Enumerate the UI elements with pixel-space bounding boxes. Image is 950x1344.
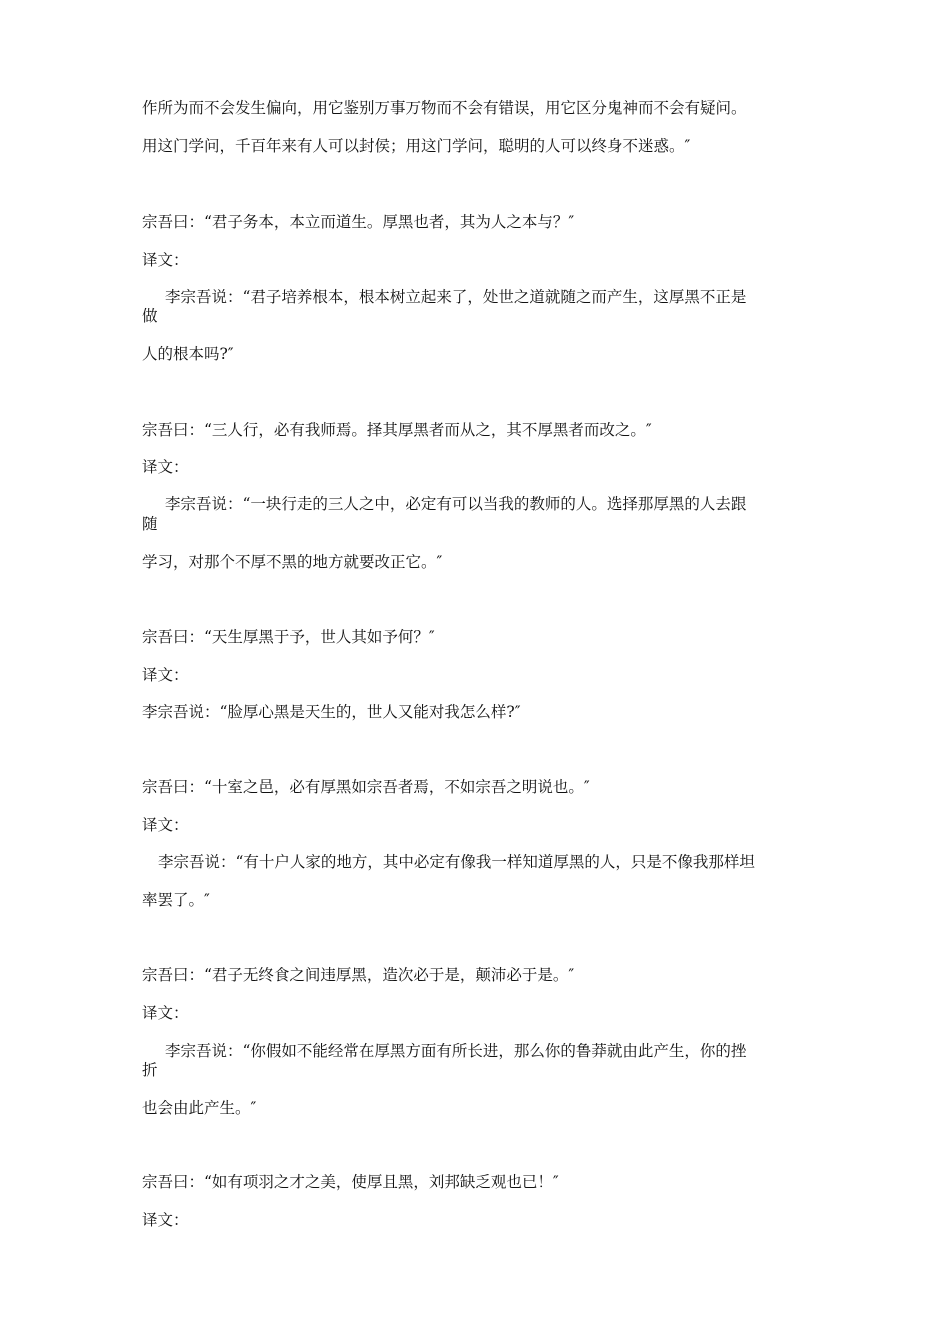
translation-label: 译文： bbox=[142, 816, 189, 834]
translation-wrap: 做 bbox=[142, 307, 158, 325]
translation-line: 李宗吾说：“一块行走的三人之中，必定有可以当我的教师的人。选择那厚黑的人去跟 bbox=[165, 495, 747, 513]
quote-line: 宗吾曰：“如有项羽之才之美，使厚且黑，刘邦缺乏观也已！″ bbox=[142, 1173, 559, 1191]
text-line-1: 作所为而不会发生偏向，用它鉴别万事万物而不会有错误，用它区分鬼神而不会有疑问。 bbox=[142, 99, 747, 117]
text-line-2: 用这门学问，千百年来有人可以封侯；用这门学问，聪明的人可以终身不迷惑。″ bbox=[142, 137, 691, 155]
translation-label: 译文： bbox=[142, 1004, 189, 1022]
translation-line: 率罢了。″ bbox=[142, 891, 210, 909]
translation-label: 译文： bbox=[142, 251, 189, 269]
quote-line: 宗吾曰：“三人行，必有我师焉。择其厚黑者而从之，其不厚黑者而改之。″ bbox=[142, 421, 652, 439]
translation-line: 李宗吾说：“君子培养根本，根本树立起来了，处世之道就随之而产生，这厚黑不正是 bbox=[165, 288, 747, 306]
quote-line: 宗吾曰：“君子务本，本立而道生。厚黑也者，其为人之本与？″ bbox=[142, 213, 575, 231]
translation-label: 译文： bbox=[142, 1211, 189, 1229]
translation-wrap: 随 bbox=[142, 515, 158, 533]
quote-line: 宗吾曰：“君子无终食之间违厚黑，造次必于是，颠沛必于是。″ bbox=[142, 966, 575, 984]
translation-line: 也会由此产生。″ bbox=[142, 1099, 257, 1117]
translation-line: 李宗吾说：“有十户人家的地方，其中必定有像我一样知道厚黑的人，只是不像我那样坦 bbox=[158, 853, 755, 871]
translation-wrap: 折 bbox=[142, 1061, 158, 1079]
quote-line: 宗吾曰：“十室之邑，必有厚黑如宗吾者焉，不如宗吾之明说也。″ bbox=[142, 778, 590, 796]
translation-label: 译文： bbox=[142, 458, 189, 476]
translation-line: 人的根本吗?″ bbox=[142, 345, 234, 363]
quote-line: 宗吾曰：“天生厚黑于予，世人其如予何？″ bbox=[142, 628, 435, 646]
translation-line: 李宗吾说：“脸厚心黑是天生的，世人又能对我怎么样?″ bbox=[142, 703, 521, 721]
translation-line: 李宗吾说：“你假如不能经常在厚黑方面有所长进，那么你的鲁莽就由此产生，你的挫 bbox=[165, 1042, 747, 1060]
translation-line: 学习，对那个不厚不黑的地方就要改正它。″ bbox=[142, 553, 443, 571]
translation-label: 译文： bbox=[142, 666, 189, 684]
